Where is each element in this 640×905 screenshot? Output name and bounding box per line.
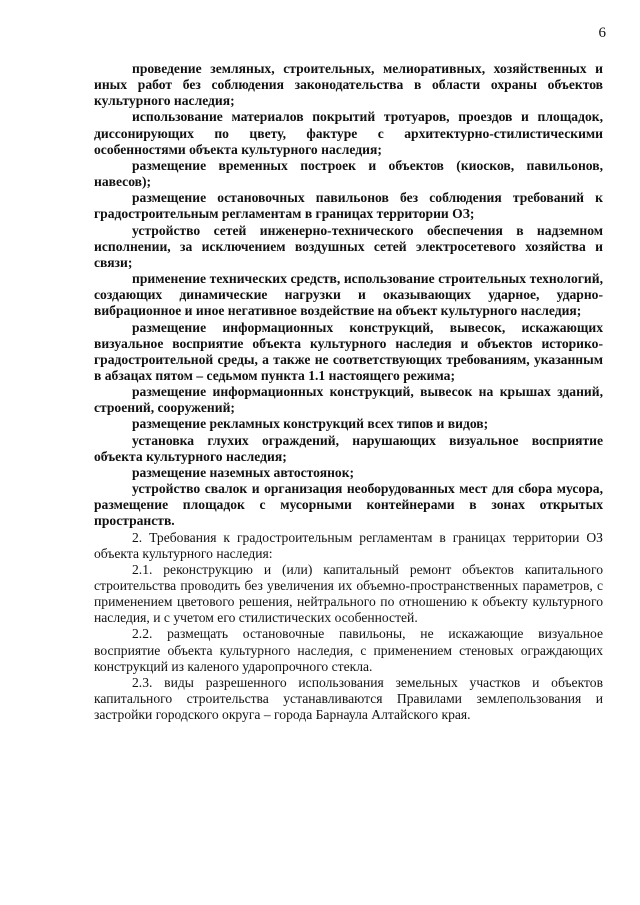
page-number: 6 (598, 25, 606, 41)
paragraph-prohibition-parking: размещение наземных автостоянок; (132, 464, 355, 480)
paragraph-prohibition-bus-shelters: размещение остановочных павильонов без соблюдения требований к градостроительным регламентам в границах территории ОЗ; (94, 190, 603, 222)
paragraph-prohibition-roof-signs: размещение информационных конструкций, вывесок на крышах зданий, строений, сооружений; (94, 384, 603, 416)
section-2-2: 2.2. размещать остановочные павильоны, не искажающие визуальное восприятие объекта культурного наследия, с применением стеновых ограждающих конструкций из каленого ударопрочного стекла. (94, 626, 603, 674)
section-2-1: 2.1. реконструкцию и (или) капитальный ремонт объектов капитального строительства проводить без увеличения их объемно-пространственных параметров, с применением цветового решения, нейтрального по отношению к объекту культурного наследия, и с учетом его стилистических особенностей. (94, 561, 603, 626)
section-2-heading: 2. Требования к градостроительным регламентам в границах территории ОЗ объекта культурного наследия: (94, 529, 603, 561)
paragraph-prohibition-earthworks: проведение земляных, строительных, мелиоративных, хозяйственных и иных работ без соблюдения законодательства в области охраны объектов культурного наследия; (94, 61, 603, 109)
paragraph-prohibition-blind-fences: установка глухих ограждений, нарушающих визуальное восприятие объекта культурного наследия; (94, 432, 603, 464)
paragraph-prohibition-temporary-buildings: размещение временных построек и объектов (киосков, павильонов, навесов); (94, 157, 603, 190)
paragraph-prohibition-advertising: размещение рекламных конструкций всех типов и видов; (132, 416, 489, 432)
paragraph-prohibition-overhead-networks: устройство сетей инженерно-технического обеспечения в надземном исполнении, за исключением воздушных сетей электросетевого хозяйства и связи; (94, 222, 603, 270)
paragraph-prohibition-info-signs: размещение информационных конструкций, вывесок, искажающих визуальное восприятие объекта культурного наследия и объектов историко-градостроительной среды, а также не соответствующих требованиям, указанным в абзацах пятом – седьмом пункта 1.1 настоящего режима; (94, 319, 603, 383)
document-body (94, 61, 603, 723)
paragraph-prohibition-dumps: устройство свалок и организация необорудованных мест для сбора мусора, размещение площадок с мусорными контейнерами в зонах открытых пространств. (94, 481, 603, 529)
paragraph-prohibition-paving-materials: использование материалов покрытий тротуаров, проездов и площадок, диссонирующих по цвету, фактуре с архитектурно-стилистическими особенностями объекта культурного наследия; (94, 109, 603, 157)
section-2-3: 2.3. виды разрешенного использования земельных участков и объектов капитального строительства устанавливаются Правилами землепользования и застройки городского округа – города Барнаула Алтайского края. (94, 674, 603, 723)
paragraph-prohibition-dynamic-loads: применение технических средств, использование строительных технологий, создающих динамические нагрузки и оказывающих ударное, ударно-вибрационное и иное негативное воздействие на объект культурного наследия; (94, 271, 603, 319)
